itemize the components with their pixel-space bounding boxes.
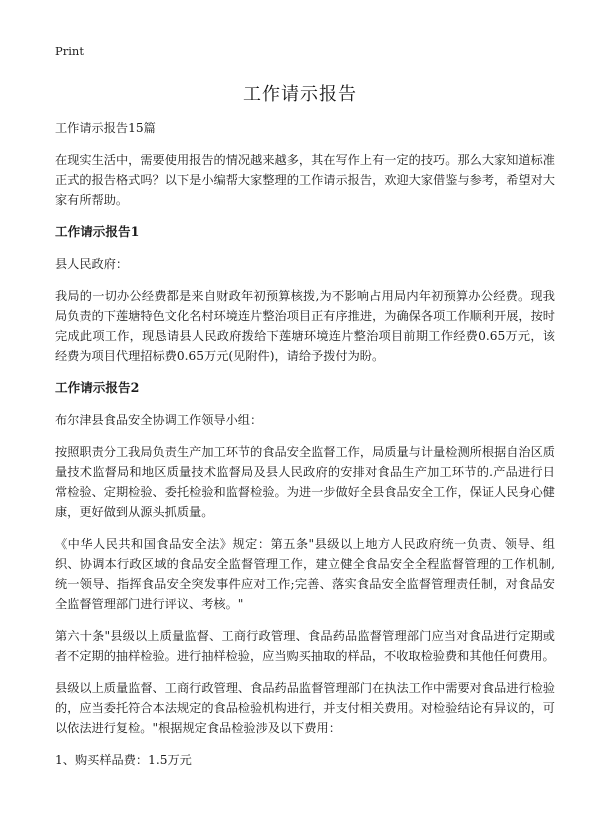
- document-subtitle: 工作请示报告15篇: [55, 121, 156, 135]
- section-heading-2: 工作请示报告2: [55, 380, 140, 395]
- section-1-recipient: 县人民政府：: [55, 257, 129, 271]
- intro-paragraph: 在现实生活中，需要使用报告的情况越来越多，其在写作上有一定的技巧。那么大家知道标准正式的报告格式吗？以下是小编帮大家整理的工作请示报告，欢迎大家借鉴与参考，希望对大家有所帮助。: [55, 153, 555, 207]
- section-2-paragraph-4: 县级以上质量监督、工商行政管理、食品药品监督管理部门在执法工作中需要对食品进行检验的，应当委托符合本法规定的食品检验机构进行，并支付相关费用。对检验结论有异议的，可以依法进行复检。"根据规定食品检验涉及以下费用：: [55, 681, 555, 735]
- section-heading-1: 工作请示报告1: [55, 224, 140, 239]
- section-2-paragraph-3: 第六十条"县级以上质量监督、工商行政管理、食品药品监督管理部门应当对食品进行定期或者不定期的抽样检验。进行抽样检验，应当购买抽取的样品，不收取检验费和其他任何费用。: [55, 629, 555, 663]
- section-2-paragraph-1: 按照职责分工我局负责生产加工环节的食品安全监督工作，局质量与计量检测所根据自治区质量技术监督局和地区质量技术监督局及县人民政府的安排对食品生产加工环节的.产品进行日常检验、定期检验、委托检验和监督检验。为进一步做好全县食品安全工作，保证人民身心健康，更好做到从源头抓质量。: [55, 445, 555, 519]
- print-link[interactable]: Print: [55, 44, 84, 58]
- section-2-paragraph-2: 《中华人民共和国食品安全法》规定：第五条"县级以上地方人民政府统一负责、领导、组织、协调本行政区域的食品安全监督管理工作，建立健全食品安全全程监督管理的工作机制,统一领导、指挥食品安全突发事件应对工作;完善、落实食品安全监督管理责任制，对食品安全监督管理部门进行评议、考核。": [55, 537, 555, 611]
- section-1-body: 我局的一切办公经费都是来自财政年初预算核拨,为不影响占用局内年初预算办公经费。现我局负责的下莲塘特色文化名村环境连片整治项目正有序推进，为确保各项工作顺利开展，按时完成此项工作，现恳请县人民政府拨给下莲塘环境连片整治项目前期工作经费0.65万元，该经费为项目代理招标费0.65万元(见附件)，请给予拨付为盼。: [55, 289, 555, 363]
- section-2-list-item-1: 1、购买样品费：1.5万元: [55, 753, 192, 767]
- document-body: [55, 118, 555, 782]
- page-title: 工作请示报告: [243, 84, 357, 105]
- section-2-recipient: 布尔津县食品安全协调工作领导小组：: [55, 413, 263, 427]
